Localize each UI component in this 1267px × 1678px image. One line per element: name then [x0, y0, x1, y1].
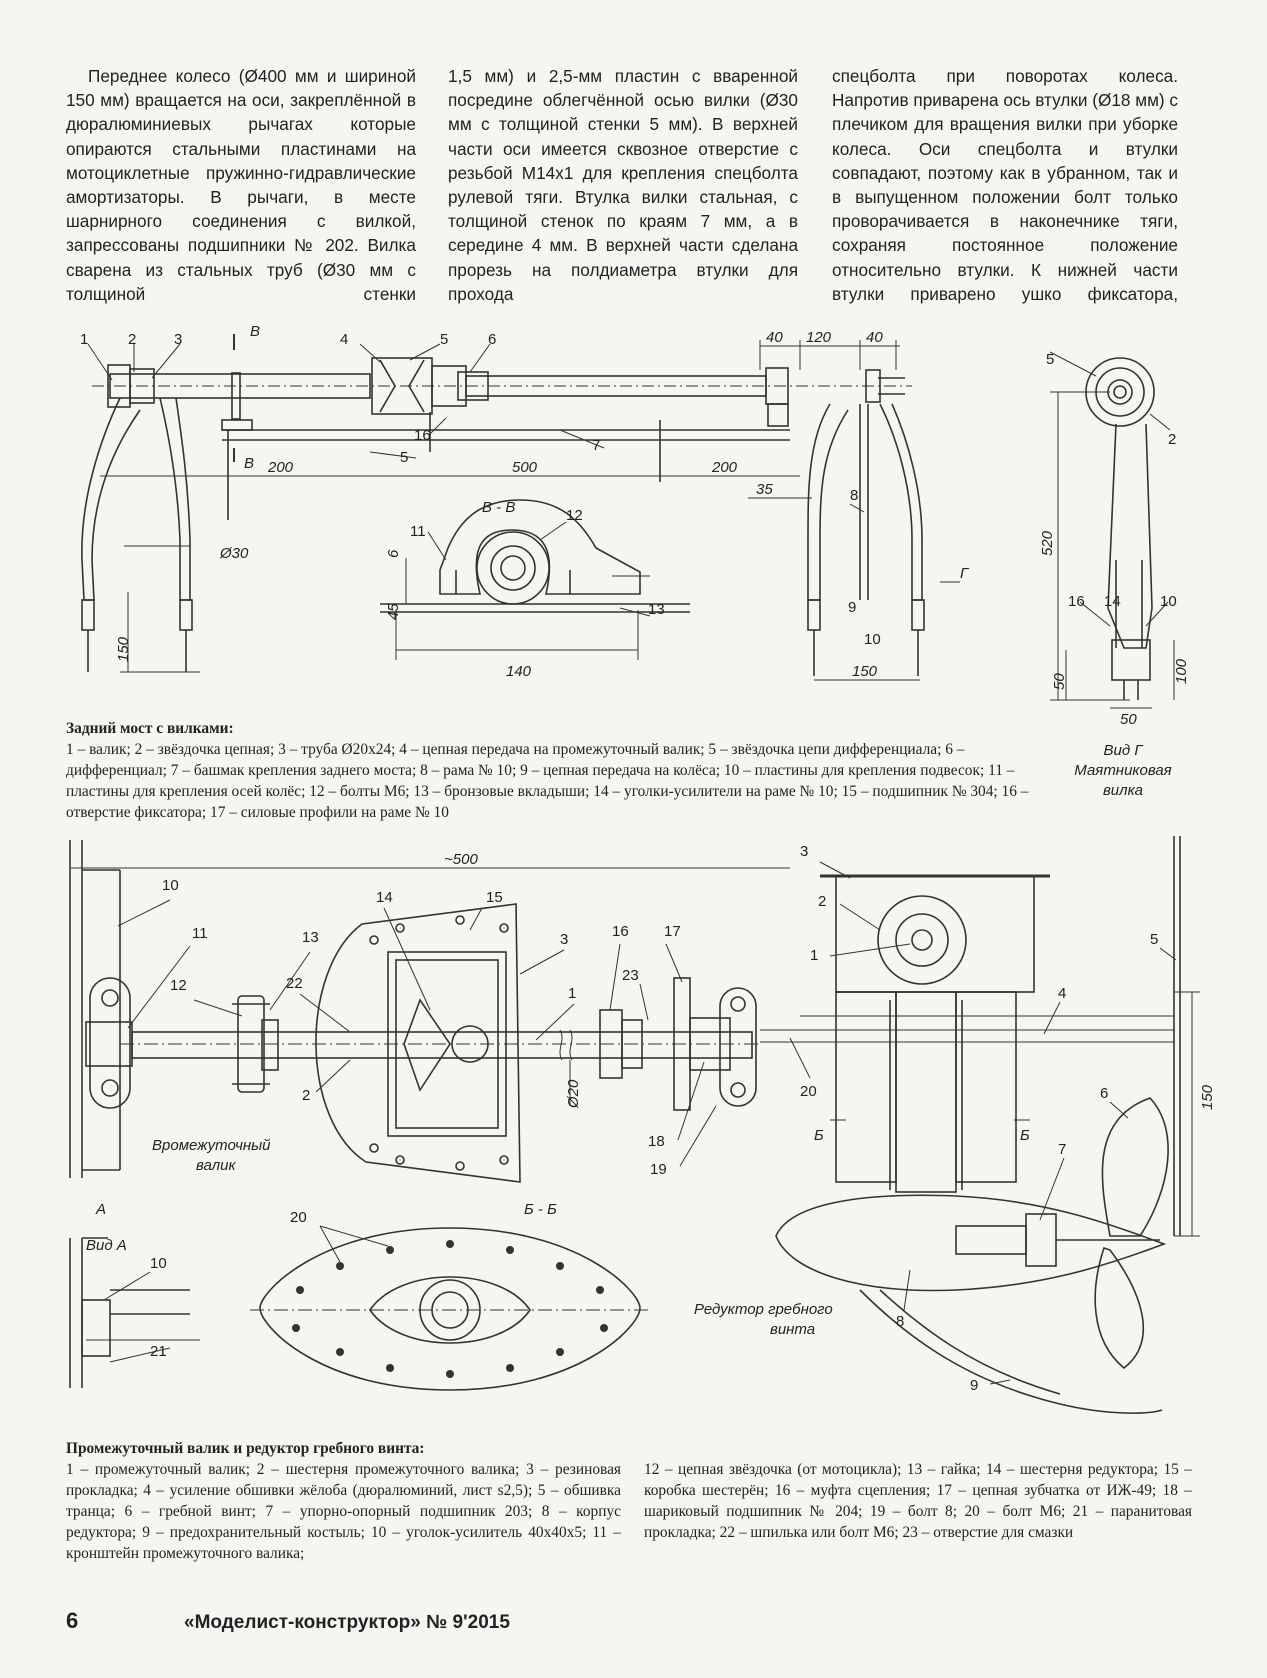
- view-g-subtitle: Маятниковая вилка: [1074, 762, 1172, 799]
- f2-callout-22: 22: [286, 975, 303, 992]
- magazine-title: «Моделист-конструктор» № 9'2015: [184, 1612, 510, 1633]
- view-g-caption: [1058, 741, 1188, 801]
- callout-13: 12: [566, 507, 583, 524]
- figure2-caption-left-text: 1 – промежуточный валик; 2 – шестерня промежуточного валика; 3 – резиновая прокладка; 4 – усиление обшивки жёлоба (дюралюминий, лист s2,5); 5 – обшивка транца; 6 – гребной винт; 7 – упорно-опорный подшипник 203; 8 – корпус редуктора; 9 – предохранительный костыль; 10 – уголок-усилитель 40x40x5; 11 – кронштейн промежуточного валика;: [66, 1461, 621, 1562]
- section-mark-a: А: [96, 1201, 107, 1218]
- figure1-caption: [66, 718, 1036, 823]
- callout-17: 16: [414, 427, 431, 444]
- dim-6: 6: [385, 549, 402, 558]
- dim-150-fork: 150: [115, 636, 132, 662]
- section-bb-gasket: [250, 1226, 650, 1390]
- callout-14: 13: [648, 601, 665, 618]
- section-mark-b-bottom: В: [244, 455, 255, 472]
- section-mark-g: Г: [960, 565, 969, 582]
- dim-50-vertical: 50: [1051, 673, 1068, 690]
- dim-35: 35: [756, 481, 773, 498]
- figure1-caption-text: 1 – валик; 2 – звёздочка цепная; 3 – труба Ø20x24; 4 – цепная передача на промежуточный валик; 5 – звёздочка цепи дифференциала; 6 – дифференциал; 7 – башмак крепления заднего моста; 8 – рама № 10; 9 – цепная передача на колёса; 10 – пластины для крепления подвесок; 11 – пластины для крепления осей колёс; 12 – болты М6; 13 – бронзовые вкладыши; 14 – уголки-усилители на раме № 10; 15 – подшипник № 304; 16 – отверстие фиксатора; 17 – силовые профили на раме № 10: [66, 741, 1029, 821]
- f2-callout-1: 1: [568, 985, 577, 1002]
- section-bb-title: В - В: [482, 499, 516, 516]
- view-g-callout-5: 5: [1046, 351, 1055, 368]
- page-number: 6: [66, 1608, 79, 1633]
- dim-520: 520: [1039, 530, 1056, 556]
- callout-8: 7: [592, 437, 601, 454]
- f2-callout-8: 8: [896, 1313, 905, 1330]
- figure1-caption-title: Задний мост с вилками:: [66, 720, 234, 737]
- f2-callout-21: 21: [150, 1343, 167, 1360]
- f2-callout-9: 9: [970, 1377, 979, 1394]
- label-reducer-2: винта: [770, 1321, 816, 1338]
- f2-callout-5: 5: [1150, 931, 1159, 948]
- text-column-3: спецболта при поворотах колеса. Напротив приварена ось втулки (Ø18 мм) с плечиком для вращения вилки при уборке колеса. Оси спецболта и втулки совпадают, поэтому как в убранном, так и в выпущенном положении болт только проворачивается в наконечнике тяги, сохраняя постоянное положение относительно втулки. К нижней части втулки приварено ушко фиксатора,: [832, 66, 1178, 304]
- figure2-caption-title: Промежуточный валик и редуктор гребного винта:: [66, 1440, 425, 1457]
- section-mark-b-left: Б: [814, 1127, 824, 1144]
- f2-callout-1-reducer: 1: [810, 947, 819, 964]
- label-section-bb: Б - Б: [524, 1201, 557, 1218]
- figure2-caption-left: [66, 1438, 621, 1564]
- section-mark-b-right: Б: [1020, 1127, 1030, 1144]
- callout-4: 4: [340, 331, 349, 348]
- dim-40-right: 40: [866, 329, 883, 346]
- dim-approx-500: ~500: [444, 851, 478, 868]
- dim-45: 45: [385, 603, 402, 620]
- callout-10: 9: [848, 599, 857, 616]
- label-reducer-1: Редуктор гребного: [694, 1301, 833, 1318]
- f2-callout-14: 14: [376, 889, 393, 906]
- label-intermediate-shaft-2: валик: [196, 1157, 236, 1174]
- dim-40-left: 40: [766, 329, 783, 346]
- section-bb-view: [380, 500, 690, 660]
- view-a: [70, 1238, 200, 1388]
- f2-callout-2: 2: [302, 1087, 311, 1104]
- text-column-1: Переднее колесо (Ø400 мм и шириной 150 мм) вращается на оси, закреплённой в дюралюминиевых рычагах которые опираются стальными пластинами на мотоциклетные пружинно-гидравлические амортизаторы. В рычаги, в месте шарнирного соединения с вилкой, запрессованы подшипники № 202. Вилка сварена из стальных труб (Ø30 мм с толщиной стенки: [66, 66, 416, 304]
- view-g-title: Вид Г: [1103, 742, 1143, 759]
- callout-16: 14: [1104, 593, 1121, 610]
- figure2-caption-right-text: 12 – цепная звёздочка (от мотоцикла); 13 – гайка; 14 – шестерня редуктора; 15 – коробка шестерён; 16 – муфта сцепления; 17 – цепная зубчатка от ИЖ-49; 18 – шариковый подшипник № 204; 19 – болт 8; 20 – болт М6; 21 – паранитовая прокладка; 22 – шпилька или болт М6; 23 – отверстие для смазки: [644, 1461, 1192, 1541]
- callout-9: 8: [850, 487, 859, 504]
- dim-150-axle: 150: [852, 663, 878, 680]
- dim-200-right: 200: [712, 459, 738, 476]
- callout-7: 6: [488, 331, 497, 348]
- dim-120: 120: [806, 329, 832, 346]
- f2-callout-3: 3: [560, 931, 569, 948]
- f2-callout-20: 20: [290, 1209, 307, 1226]
- text-column-2: 1,5 мм) и 2,5-мм пластин с вваренной посредине облегчённой осью вилки (Ø30 мм с толщиной стенки 5 мм). В верхней части оси имеется сквозное отверстие с резьбой М14х1 для крепления спецболта рулевой тяги. Втулка вилки стальная, с толщиной стенок по краям 7 мм, а в середине 4 мм. В верхней части сделана прорезь на полдиаметра втулки для прохода: [448, 66, 798, 304]
- f2-callout-17: 17: [664, 923, 681, 940]
- f2-callout-15: 15: [486, 889, 503, 906]
- f2-callout-12: 12: [170, 977, 187, 994]
- label-intermediate-shaft-1: Вромежуточный: [152, 1137, 271, 1154]
- callout-3: 3: [174, 331, 183, 348]
- callout-5: 5: [400, 449, 409, 466]
- view-g-callout-10: 10: [1160, 593, 1177, 610]
- intermediate-shaft-drawing: [70, 836, 1200, 1413]
- f2-callout-19: 19: [650, 1161, 667, 1178]
- dim-500: 500: [512, 459, 538, 476]
- dim-140: 140: [506, 663, 532, 680]
- figure2-caption-right: [644, 1459, 1192, 1543]
- f2-callout-10: 10: [162, 877, 179, 894]
- callout-11: 10: [864, 631, 881, 648]
- f2-callout-11: 11: [192, 925, 208, 942]
- section-mark-b-top: В: [250, 323, 261, 340]
- callout-2: 2: [128, 331, 137, 348]
- dim-100: 100: [1173, 658, 1190, 684]
- f2-callout-23: 23: [622, 967, 639, 984]
- f2-callout-4: 4: [1058, 985, 1067, 1002]
- rear-axle-drawing: [82, 334, 1177, 708]
- view-g-callout-2: 2: [1168, 431, 1177, 448]
- callout-1: 1: [80, 331, 89, 348]
- view-g-callout-16: 16: [1068, 593, 1085, 610]
- dim-200-left: 200: [268, 459, 294, 476]
- label-view-a: Вид А: [86, 1237, 127, 1254]
- f2-callout-7: 7: [1058, 1141, 1067, 1158]
- f2-callout-3-reducer: 3: [800, 843, 809, 860]
- callout-6: 5: [440, 331, 449, 348]
- f2-callout-10-view-a: 10: [150, 1255, 167, 1272]
- dim-diam-20: Ø20: [565, 1079, 582, 1108]
- f2-callout-16: 16: [612, 923, 629, 940]
- f2-callout-2-reducer: 2: [818, 893, 827, 910]
- f2-callout-6: 6: [1100, 1085, 1109, 1102]
- dim-50-horizontal: 50: [1120, 711, 1137, 728]
- dim-150-reducer: 150: [1199, 1084, 1216, 1110]
- f2-callout-20-reducer: 20: [800, 1083, 817, 1100]
- callout-12: 11: [410, 523, 426, 540]
- dim-diam-30: Ø30: [220, 545, 249, 562]
- f2-callout-18: 18: [648, 1133, 665, 1150]
- propeller-reducer: [760, 836, 1200, 1413]
- f2-callout-13: 13: [302, 929, 319, 946]
- view-g-pendulum-fork: [940, 352, 1177, 708]
